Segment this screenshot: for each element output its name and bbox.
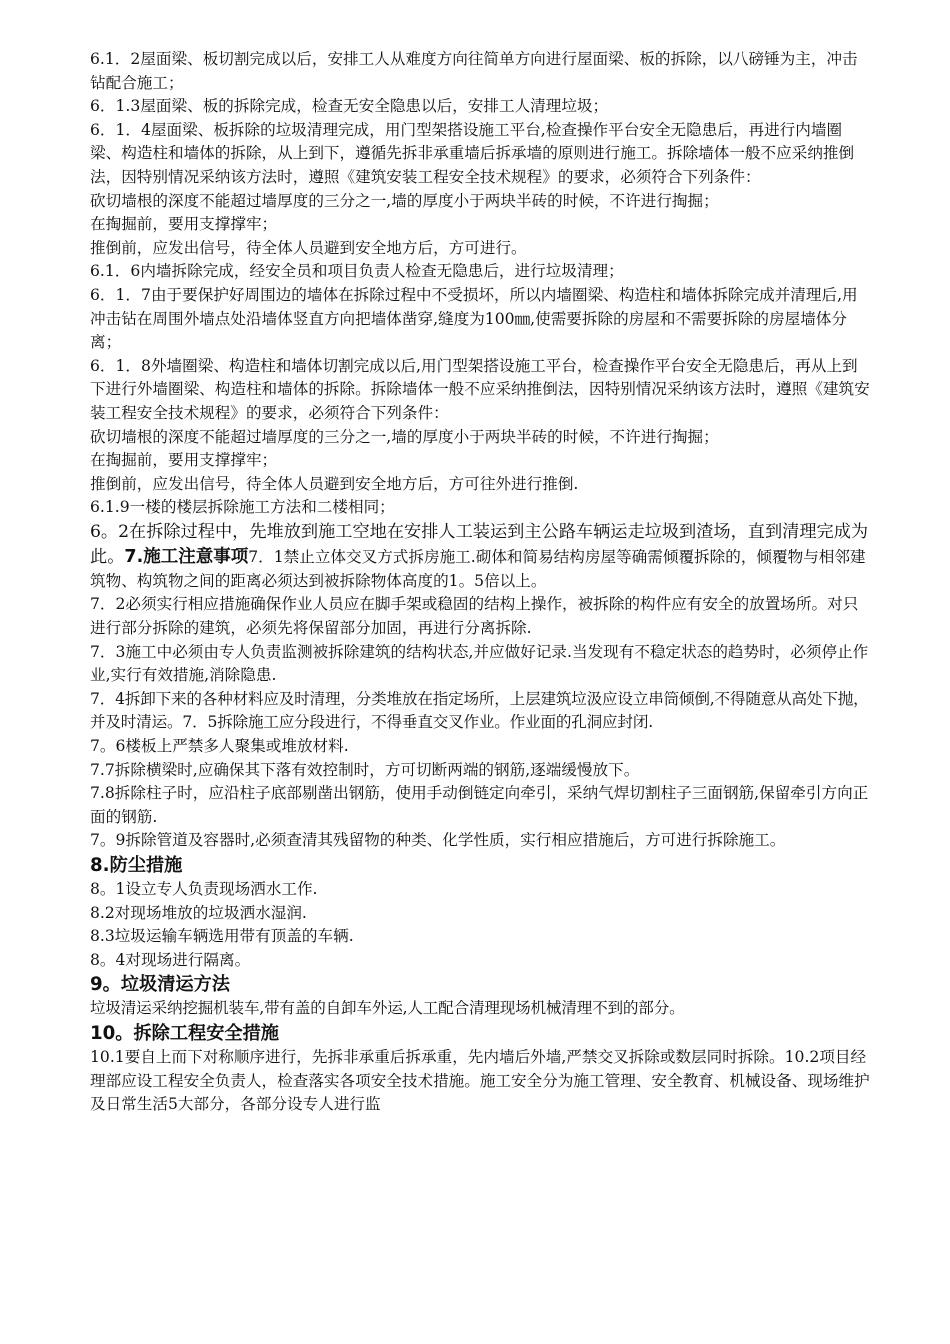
paragraph-6-1-7: 6．1．7由于要保护好周围边的墙体在拆除过程中不受损坏，所以内墙圈梁、构造柱和墙体拆除完成并清理后,用冲击钻在周围外墙点处沿墙体竖直方向把墙体凿穿,缝度为100㎜,使需要拆除的房屋和不需要拆除的房屋墙体分离； [90, 285, 858, 352]
section-9-heading: 9。垃圾清运方法 [90, 974, 230, 996]
paragraph-6-1-9: 6.1.9一楼的楼层拆除施工方法和二楼相同； [90, 498, 395, 517]
paragraph-7-3: 7．3施工中必须由专人负责监测被拆除建筑的结构状态,并应做好记录.当发现有不稳定状态的趋势时，必须停止作业,实行有效措施,消除隐患. [90, 642, 869, 685]
condition-2-cut-depth: 砍切墙根的深度不能超过墙厚度的三分之一,墙的厚度小于两块半砖的时候，不许进行掏掘； [90, 427, 719, 446]
paragraph-6-2-and-section-7 [90, 520, 870, 594]
paragraph-6-1-3: 6．1.3屋面梁、板的拆除完成，检查无安全隐患以后，安排工人清理垃圾； [90, 97, 609, 116]
condition-1-cut-depth: 砍切墙根的深度不能超过墙厚度的三分之一,墙的厚度小于两块半砖的时候，不许进行掏掘； [90, 191, 719, 210]
paragraph-7-4: 7．4拆卸下来的各种材料应及时清理，分类堆放在指定场所，上层建筑垃汲应设立串筒倾倒,不得随意从高处下抛，并及时清运。7．5拆除施工应分段进行，不得垂直交叉作业。作业面的孔洞应封闭. [90, 689, 869, 732]
paragraph-7-1: 7．1禁止立体交叉方式拆房施工.砌体和简易结构房屋等确需倾覆拆除的，倾覆物与相邻建筑物、构筑物之间的距离必须达到被拆除物体高度的1。5倍以上。 [90, 547, 866, 590]
paragraph-6-1-8: 6．1．8外墙圈梁、构造柱和墙体切割完成以后,用门型架搭设施工平台，检查操作平台安全无隐患后，再从上到下进行外墙圈梁、构造柱和墙体的拆除。拆除墙体一般不应采纳推倒法，因特别情况采纳该方法时，遵照《建筑安装工程安全技术规程》的要求，必须符合下列条件： [90, 356, 870, 422]
paragraph-8-4: 8。4对现场进行隔离。 [90, 950, 251, 969]
section-8-heading: 8.防尘措施 [90, 855, 183, 876]
paragraph-7-7: 7.7拆除横梁时,应确保其下落有效控制时，方可切断两端的钢筋,逐端缓慢放下。 [90, 760, 640, 779]
paragraph-7-6: 7。6楼板上严禁多人聚集或堆放材料. [90, 737, 349, 756]
document-page [90, 48, 870, 1117]
section-7-heading: 7.施工注意事项 [124, 546, 249, 567]
section-10-heading: 10。拆除工程安全措施 [90, 1022, 279, 1044]
paragraph-10-1: 10.1要自上而下对称顺序进行，先拆非承重后拆承重，先内墙后外墙,严禁交叉拆除或数层同时拆除。10.2项目经理部应设工程安全负责人，检查落实各项安全技术措施。施工安全分为施工管理、安全教育、机械设备、现场维护及日常生活5大部分，各部分设专人进行监 [90, 1047, 870, 1114]
condition-2-support: 在掏掘前，要用支撑撑牢； [90, 451, 278, 470]
condition-1-support: 在掏掘前，要用支撑撑牢； [90, 215, 278, 234]
paragraph-7-9: 7。9拆除管道及容器时,必须查清其残留物的种类、化学性质，实行相应措施后，方可进行拆除施工。 [90, 831, 786, 850]
paragraph-7-8: 7.8拆除柱子时，应沿柱子底部剔凿出钢筋，使用手动倒链定向牵引，采纳气焊切割柱子三面钢筋,保留牵引方向正面的钢筋. [90, 784, 869, 826]
condition-1-signal: 推倒前，应发出信号，待全体人员避到安全地方后，方可进行。 [90, 238, 527, 257]
condition-2-signal: 推倒前，应发出信号，待全体人员避到安全地方后，方可往外进行推倒. [90, 474, 579, 493]
paragraph-8-3: 8.3垃圾运输车辆选用带有顶盖的车辆. [90, 927, 354, 946]
paragraph-6-1-4: 6．1．4屋面梁、板拆除的垃圾清理完成，用门型架搭设施工平台,检查操作平台安全无隐患后，再进行内墙圈梁、构造柱和墙体的拆除，从上到下，遵循先拆非承重墙后拆承墙的原则进行施工。拆除墙体一般不应采纳推倒法，因特别情况采纳该方法时，遵照《建筑安装工程安全技术规程》的要求，必须符合下列条件： [90, 120, 855, 186]
paragraph-6-1-2: 6.1．2屋面梁、板切割完成以后，安排工人从难度方向往简单方向进行屋面梁、板的拆除，以八磅锤为主，冲击钻配合施工； [90, 50, 858, 92]
paragraph-8-1: 8。1设立专人负责现场洒水工作. [90, 880, 318, 898]
paragraph-6-1-6: 6.1．6内墙拆除完成，经安全员和项目负责人检查无隐患后，进行垃圾清理； [90, 262, 624, 281]
paragraph-8-2: 8.2对现场堆放的垃圾洒水湿润. [90, 903, 307, 922]
paragraph-6-2: 6。2在拆除过程中，先堆放到施工空地在安排人工装运到主公路车辆运走垃圾到渣场，直到清理完成为此。 [90, 521, 869, 567]
paragraph-7-2: 7．2必须实行相应措施确保作业人员应在脚手架或稳固的结构上操作，被拆除的构件应有安全的放置场所。对只进行部分拆除的建筑，必须先将保留部分加固，再进行分离拆除. [90, 595, 859, 638]
paragraph-9: 垃圾清运采纳挖掘机装车,带有盖的自卸车外运,人工配合清理现场机械清理不到的部分。 [90, 999, 685, 1018]
